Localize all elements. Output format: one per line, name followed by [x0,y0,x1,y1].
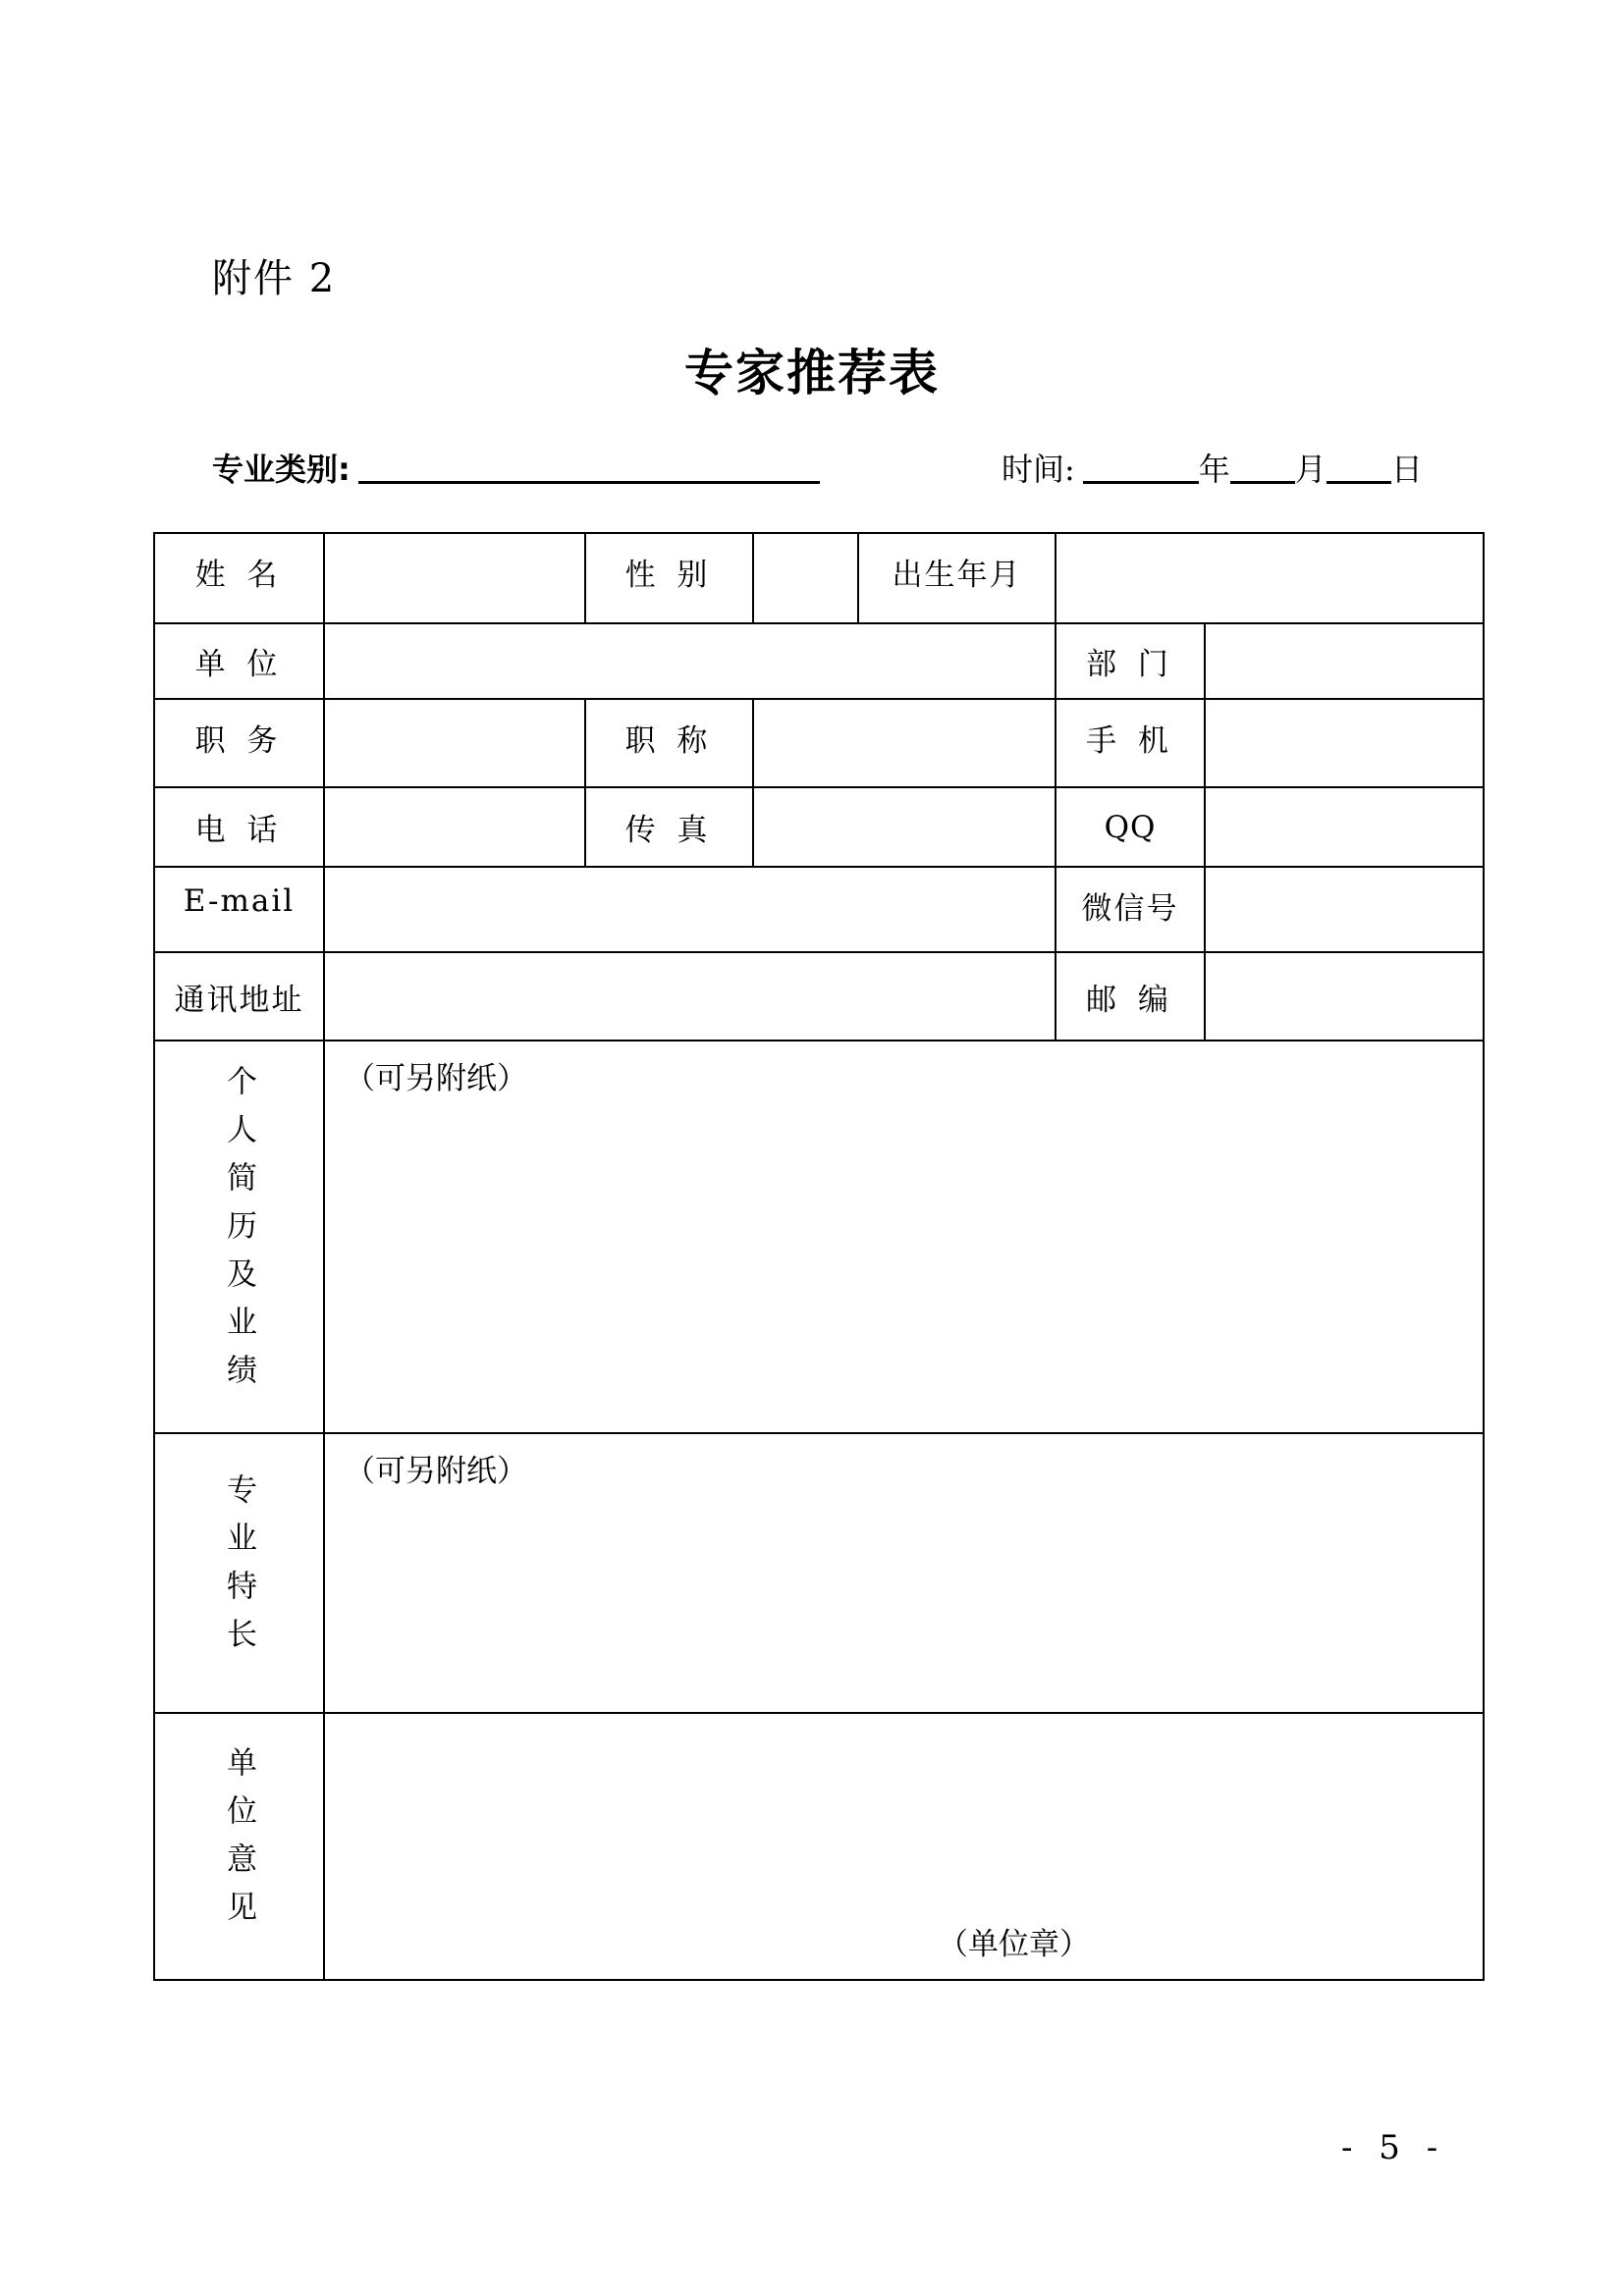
qq-field[interactable] [1205,787,1484,867]
gender-label: 性 别 [585,533,753,623]
department-field[interactable] [1205,623,1484,699]
name-field[interactable] [324,533,585,623]
position-label: 职 务 [154,699,324,787]
resume-field[interactable] [324,1041,1484,1433]
fax-label: 传 真 [585,787,753,867]
opinion-area [325,1714,1483,1979]
address-field[interactable] [324,952,1056,1041]
row-resume [154,1041,1484,1433]
name-label: 姓 名 [154,533,324,623]
resume-label: 个人简历及业绩 [221,1064,256,1402]
specialty-label-cell [154,1433,324,1713]
postcode-label: 邮 编 [1056,952,1205,1041]
recommendation-form [153,532,1485,1981]
date-label: 时间: [1001,451,1075,488]
email-label: E-mail [154,867,324,952]
postcode-field[interactable] [1205,952,1484,1041]
specialty-note: （可另附纸） [345,1454,527,1489]
form-title: 专家推荐表 [684,345,940,401]
day-label: 日 [1390,451,1423,488]
day-field[interactable] [1326,452,1391,484]
wechat-field[interactable] [1205,867,1484,952]
birth-label: 出生年月 [858,533,1056,623]
unit-field[interactable] [324,623,1056,699]
email-field[interactable] [324,867,1056,952]
qq-label: QQ [1056,787,1205,867]
birth-field[interactable] [1056,533,1484,623]
resume-note: （可另附纸） [345,1061,527,1096]
row-address [154,952,1484,1041]
seal-label: （单位章） [938,1927,1090,1962]
mobile-field[interactable] [1205,699,1484,787]
wechat-label: 微信号 [1056,867,1205,952]
position-field[interactable] [324,699,585,787]
row-basic [154,533,1484,623]
specialty-label: 专业特长 [221,1472,256,1666]
row-unit [154,623,1484,699]
department-label: 部 门 [1056,623,1205,699]
opinion-field[interactable] [324,1713,1484,1980]
opinion-label: 单位意见 [221,1746,256,1939]
month-field[interactable] [1230,452,1295,484]
date-line [1001,450,1423,489]
fax-field[interactable] [753,787,1056,867]
title-label: 职 称 [585,699,753,787]
row-opinion [154,1713,1484,1980]
row-email [154,867,1484,952]
phone-field[interactable] [324,787,585,867]
mobile-label: 手 机 [1056,699,1205,787]
page-number: - 5 - [1341,2128,1446,2167]
opinion-label-cell [154,1713,324,1980]
gender-field[interactable] [753,533,858,623]
month-label: 月 [1294,451,1326,488]
category-label: 专业类别: [212,451,351,488]
unit-label: 单 位 [154,623,324,699]
row-position [154,699,1484,787]
category-line [212,450,820,489]
attachment-label: 附件 2 [212,256,337,301]
year-label: 年 [1198,451,1230,488]
specialty-field[interactable] [324,1433,1484,1713]
year-field[interactable] [1083,452,1199,484]
row-phone [154,787,1484,867]
title-field[interactable] [753,699,1056,787]
resume-label-cell [154,1041,324,1433]
row-specialty [154,1433,1484,1713]
category-field[interactable] [358,452,820,484]
address-label: 通讯地址 [154,952,324,1041]
phone-label: 电 话 [154,787,324,867]
